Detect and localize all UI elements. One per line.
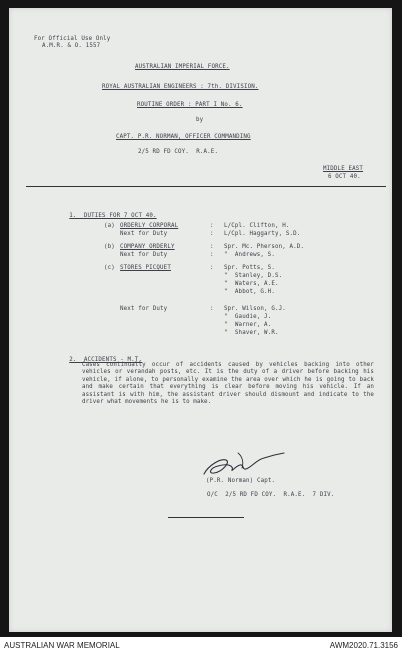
officer-line: CAPT. P.R. NORMAN, OFFICER COMMANDING [116,134,251,140]
duty-letter: (b) [104,244,115,250]
force-title: AUSTRALIAN IMPERIAL FORCE. [135,64,230,70]
personnel-name: " Andrews, S. [224,252,275,258]
unit-line: 2/5 RD FD COY. R.A.E. [138,149,219,155]
classification-line-1: For Official Use Only [34,36,111,42]
duty-name: Next for Duty [120,306,168,312]
duty-letter: (a) [104,223,115,229]
corps-title: ROYAL AUSTRALIAN ENGINEERS : 7th. DIVISION. [102,84,259,90]
order-date: 6 OCT 40. [328,174,361,180]
footer-accession-number: AWM2020.71.3156 [329,641,398,650]
personnel-name: L/Cpl. Haggarty, S.D. [224,231,301,237]
duty-letter: (c) [104,265,115,271]
colon: : [210,306,214,312]
personnel-name: " Waters, A.E. [224,281,279,287]
colon: : [210,244,214,250]
personnel-name: " Gaudie, J. [224,314,272,320]
colon: : [210,231,214,237]
personnel-name: " Warner, A. [224,322,272,328]
order-title: ROUTINE ORDER : PART I No. 6. [137,102,243,108]
personnel-name: L/Cpl. Clifton, H. [224,223,290,229]
colon: : [210,223,214,229]
archive-footer [0,637,402,653]
header-divider [26,186,386,187]
location-text: MIDDLE EAST [323,166,364,172]
duty-name: Next for Duty [120,252,168,258]
personnel-name: " Stanley, D.S. [224,273,283,279]
personnel-name: " Shaver, W.R. [224,330,279,336]
section1-heading: 1. DUTIES FOR 7 OCT 40. [69,213,157,219]
personnel-name: Spr. Potts, S. [224,265,275,271]
section2-heading: 2. ACCIDENTS - M.T. [69,357,143,363]
footer-institution: AUSTRALIAN WAR MEMORIAL [4,641,120,650]
signatory-name: (P.R. Norman) Capt. [206,478,276,484]
duty-name: STORES PICQUET [120,265,171,271]
classification-line-2: A.M.R. & O. 1557 [42,43,101,49]
colon: : [210,265,214,271]
colon: : [210,252,214,258]
closing-divider [168,517,244,518]
section2-body: Cases continually occur of accidents caused by vehicles backing into other vehicles or verandah posts, etc. It is the duty of a driver before backing his vehicle, if alone, to personally examine the area over which he is going to back and make certain that everything is clear before moving his vehicle. If an assistant is with him, the assistant driver should dismount and indicate to the driver what movements he is to make. [82,362,374,406]
duty-name: Next for Duty [120,231,168,237]
personnel-name: Spr. Wilson, G.J. [224,306,286,312]
personnel-name: " Abbot, G.H. [224,289,275,295]
duty-name: COMPANY ORDERLY [120,244,175,250]
handwritten-signature [198,444,290,480]
duty-name: ORDERLY CORPORAL [120,223,179,229]
signatory-unit: O/C 2/5 RD FD COY. R.A.E. 7 DIV. [207,492,335,498]
by-text: by [196,117,204,123]
personnel-name: Spr. Mc. Pherson, A.D. [224,244,305,250]
